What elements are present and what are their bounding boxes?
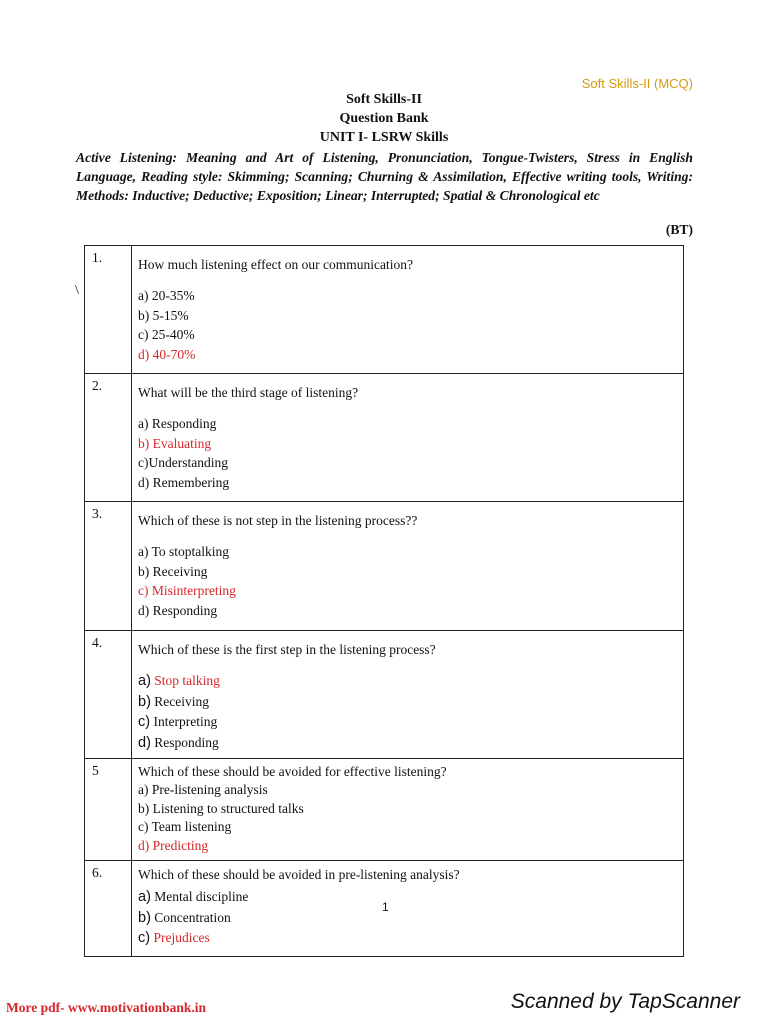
option: b) Concentration xyxy=(138,909,231,926)
option-list xyxy=(138,887,677,949)
header-tag: Soft Skills-II (MCQ) xyxy=(581,76,693,91)
question-body xyxy=(132,502,684,631)
option: d) Responding xyxy=(138,734,219,751)
option: a) Mental discipline xyxy=(138,889,249,905)
question-text: Which of these is not step in the listening process?? xyxy=(138,513,418,528)
option: c) Team listening xyxy=(138,819,232,834)
question-row xyxy=(85,374,684,502)
question-number: 5 xyxy=(85,759,132,861)
option: d) Remembering xyxy=(138,474,230,490)
question-text: How much listening effect on our communication? xyxy=(138,257,413,272)
correct-option: d) Predicting xyxy=(138,837,209,853)
question-text: Which of these should be avoided in pre-listening analysis? xyxy=(138,867,460,882)
option-list xyxy=(138,542,677,620)
stray-mark: \ xyxy=(75,283,79,298)
option: a) Pre-listening analysis xyxy=(138,782,268,797)
option-list xyxy=(138,671,677,753)
question-number: 1. xyxy=(85,246,132,374)
question-body xyxy=(132,759,684,861)
question-text: Which of these should be avoided for effective listening? xyxy=(138,764,447,779)
option: b) Receiving xyxy=(138,563,208,579)
question-row xyxy=(85,246,684,374)
option-list xyxy=(138,286,677,364)
bt-label: (BT) xyxy=(665,222,693,237)
question-number: 2. xyxy=(85,374,132,502)
option: a) To stoptalking xyxy=(138,544,230,559)
unit-topics: Active Listening: Meaning and Art of Listening, Pronunciation, Tongue-Twisters, Stress in English Language, Reading style: Skimming; Scanning; Churning & Assimilation, Effective writing tools, Writing: Methods: Inductive; Deductive; Exposition; Linear; Interrupted; Spatial & Chronological etc xyxy=(76,150,693,203)
page-number: 1 xyxy=(382,900,389,914)
option: a) 20-35% xyxy=(138,288,195,303)
question-number: 3. xyxy=(85,502,132,631)
question-text: Which of these is the first step in the listening process? xyxy=(138,642,436,657)
correct-option: c) Prejudices xyxy=(138,930,210,946)
question-body xyxy=(132,861,684,957)
correct-option: d) 40-70% xyxy=(138,346,196,362)
question-row xyxy=(85,502,684,631)
footer-source-link[interactable]: More pdf- www.motivationbank.in xyxy=(6,1000,207,1015)
question-row xyxy=(85,631,684,759)
question-body xyxy=(132,246,684,374)
option: b) Listening to structured talks xyxy=(138,800,304,816)
document-subtitle: Question Bank xyxy=(339,111,429,126)
correct-option: a) Stop talking xyxy=(138,673,220,689)
correct-option: b) Evaluating xyxy=(138,435,212,451)
option-list xyxy=(138,414,677,492)
option: a) Responding xyxy=(138,416,217,431)
question-body xyxy=(132,374,684,502)
option: c) Interpreting xyxy=(138,714,218,730)
title-block xyxy=(0,90,768,147)
option: b) Receiving xyxy=(138,693,210,710)
question-row xyxy=(85,759,684,861)
question-number: 4. xyxy=(85,631,132,759)
document-title: Soft Skills-II xyxy=(346,92,422,107)
question-table xyxy=(84,245,684,957)
correct-option: c) Misinterpreting xyxy=(138,583,236,598)
question-body xyxy=(132,631,684,759)
option: c) 25-40% xyxy=(138,327,195,342)
unit-heading: UNIT I- LSRW Skills xyxy=(319,130,449,145)
option: b) 5-15% xyxy=(138,307,189,323)
question-text: What will be the third stage of listening? xyxy=(138,385,359,400)
question-number: 6. xyxy=(85,861,132,957)
option: d) Responding xyxy=(138,602,218,618)
option: c)Understanding xyxy=(138,455,228,470)
option-list xyxy=(138,781,677,855)
scanner-watermark: Scanned by TapScanner xyxy=(510,990,740,1013)
